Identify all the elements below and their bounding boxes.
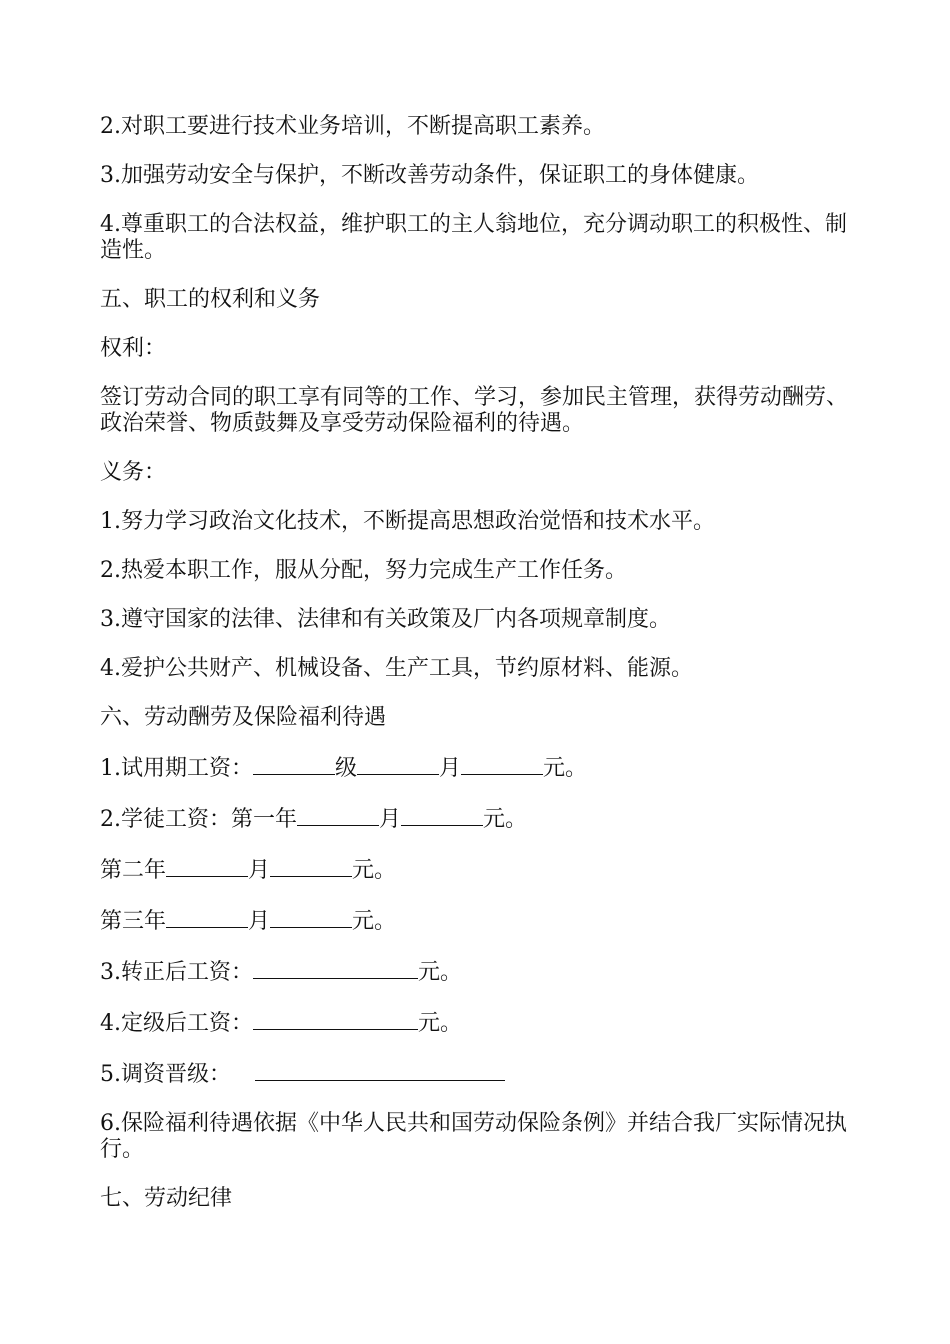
blank-field[interactable] [461, 754, 543, 775]
document-page [100, 114, 852, 1235]
yuan-label: 元。 [352, 858, 397, 883]
blank-field[interactable] [270, 907, 352, 928]
duties-label: 义务： [100, 460, 167, 485]
year-2-prefix: 第二年 [100, 858, 167, 883]
wage-item-3-prefix: 3.转正后工资： [100, 960, 253, 985]
yuan-label: 元。 [543, 756, 588, 781]
yuan-label: 元。 [418, 1011, 463, 1036]
grade-label: 级 [335, 756, 358, 781]
employer-obligation-2: 2.对职工要进行技术业务培训，不断提高职工素养。 [100, 114, 605, 139]
yuan-label: 元。 [352, 909, 397, 934]
duty-item-1: 1.努力学习政治文化技术，不断提高思想政治觉悟和技术水平。 [100, 509, 715, 534]
wage-item-2 [100, 805, 852, 833]
wage-item-3 [100, 958, 852, 986]
blank-field[interactable] [401, 805, 483, 826]
rights-text: 签订劳动合同的职工享有同等的工作、学习，参加民主管理，获得劳动酬劳、政治荣誉、物质鼓舞及享受劳动保险福利的待遇。 [100, 385, 849, 436]
wage-item-1 [100, 754, 852, 782]
blank-field[interactable] [253, 1009, 418, 1030]
blank-field[interactable] [255, 1060, 505, 1081]
blank-field[interactable] [357, 754, 439, 775]
wage-item-4 [100, 1009, 852, 1037]
blank-field[interactable] [253, 754, 335, 775]
section-5-heading: 五、职工的权利和义务 [100, 287, 321, 312]
wage-year-2 [100, 856, 852, 884]
blank-field[interactable] [253, 958, 418, 979]
wage-year-3 [100, 907, 852, 935]
section-7-heading: 七、劳动纪律 [100, 1186, 233, 1211]
employer-obligation-4: 4.尊重职工的合法权益，维护职工的主人翁地位，充分调动职工的积极性、制造性。 [100, 212, 847, 263]
blank-field[interactable] [166, 907, 248, 928]
wage-item-1-prefix: 1.试用期工资： [100, 756, 253, 781]
wage-item-4-prefix: 4.定级后工资： [100, 1011, 253, 1036]
month-label: 月 [248, 909, 271, 934]
month-label: 月 [379, 807, 402, 832]
duty-item-4: 4.爱护公共财产、机械设备、生产工具，节约原材料、能源。 [100, 656, 693, 681]
duty-item-3: 3.遵守国家的法律、法律和有关政策及厂内各项规章制度。 [100, 607, 671, 632]
blank-field[interactable] [166, 856, 248, 877]
wage-item-2-prefix: 2.学徒工资：第一年 [100, 807, 297, 832]
month-label: 月 [439, 756, 462, 781]
wage-item-5-prefix: 5.调资晋级： [100, 1062, 231, 1087]
section-6-heading: 六、劳动酬劳及保险福利待遇 [100, 705, 387, 730]
duty-item-2: 2.热爱本职工作，服从分配，努力完成生产工作任务。 [100, 558, 627, 583]
blank-field[interactable] [270, 856, 352, 877]
wage-item-5 [100, 1060, 852, 1088]
employer-obligation-3: 3.加强劳动安全与保护，不断改善劳动条件，保证职工的身体健康。 [100, 163, 759, 188]
blank-field[interactable] [297, 805, 379, 826]
yuan-label: 元。 [418, 960, 463, 985]
rights-label: 权利： [100, 336, 167, 361]
wage-item-6: 6.保险福利待遇依据《中华人民共和国劳动保险条例》并结合我厂实际情况执行。 [100, 1111, 847, 1162]
month-label: 月 [248, 858, 271, 883]
year-3-prefix: 第三年 [100, 909, 167, 934]
yuan-label: 元。 [483, 807, 528, 832]
